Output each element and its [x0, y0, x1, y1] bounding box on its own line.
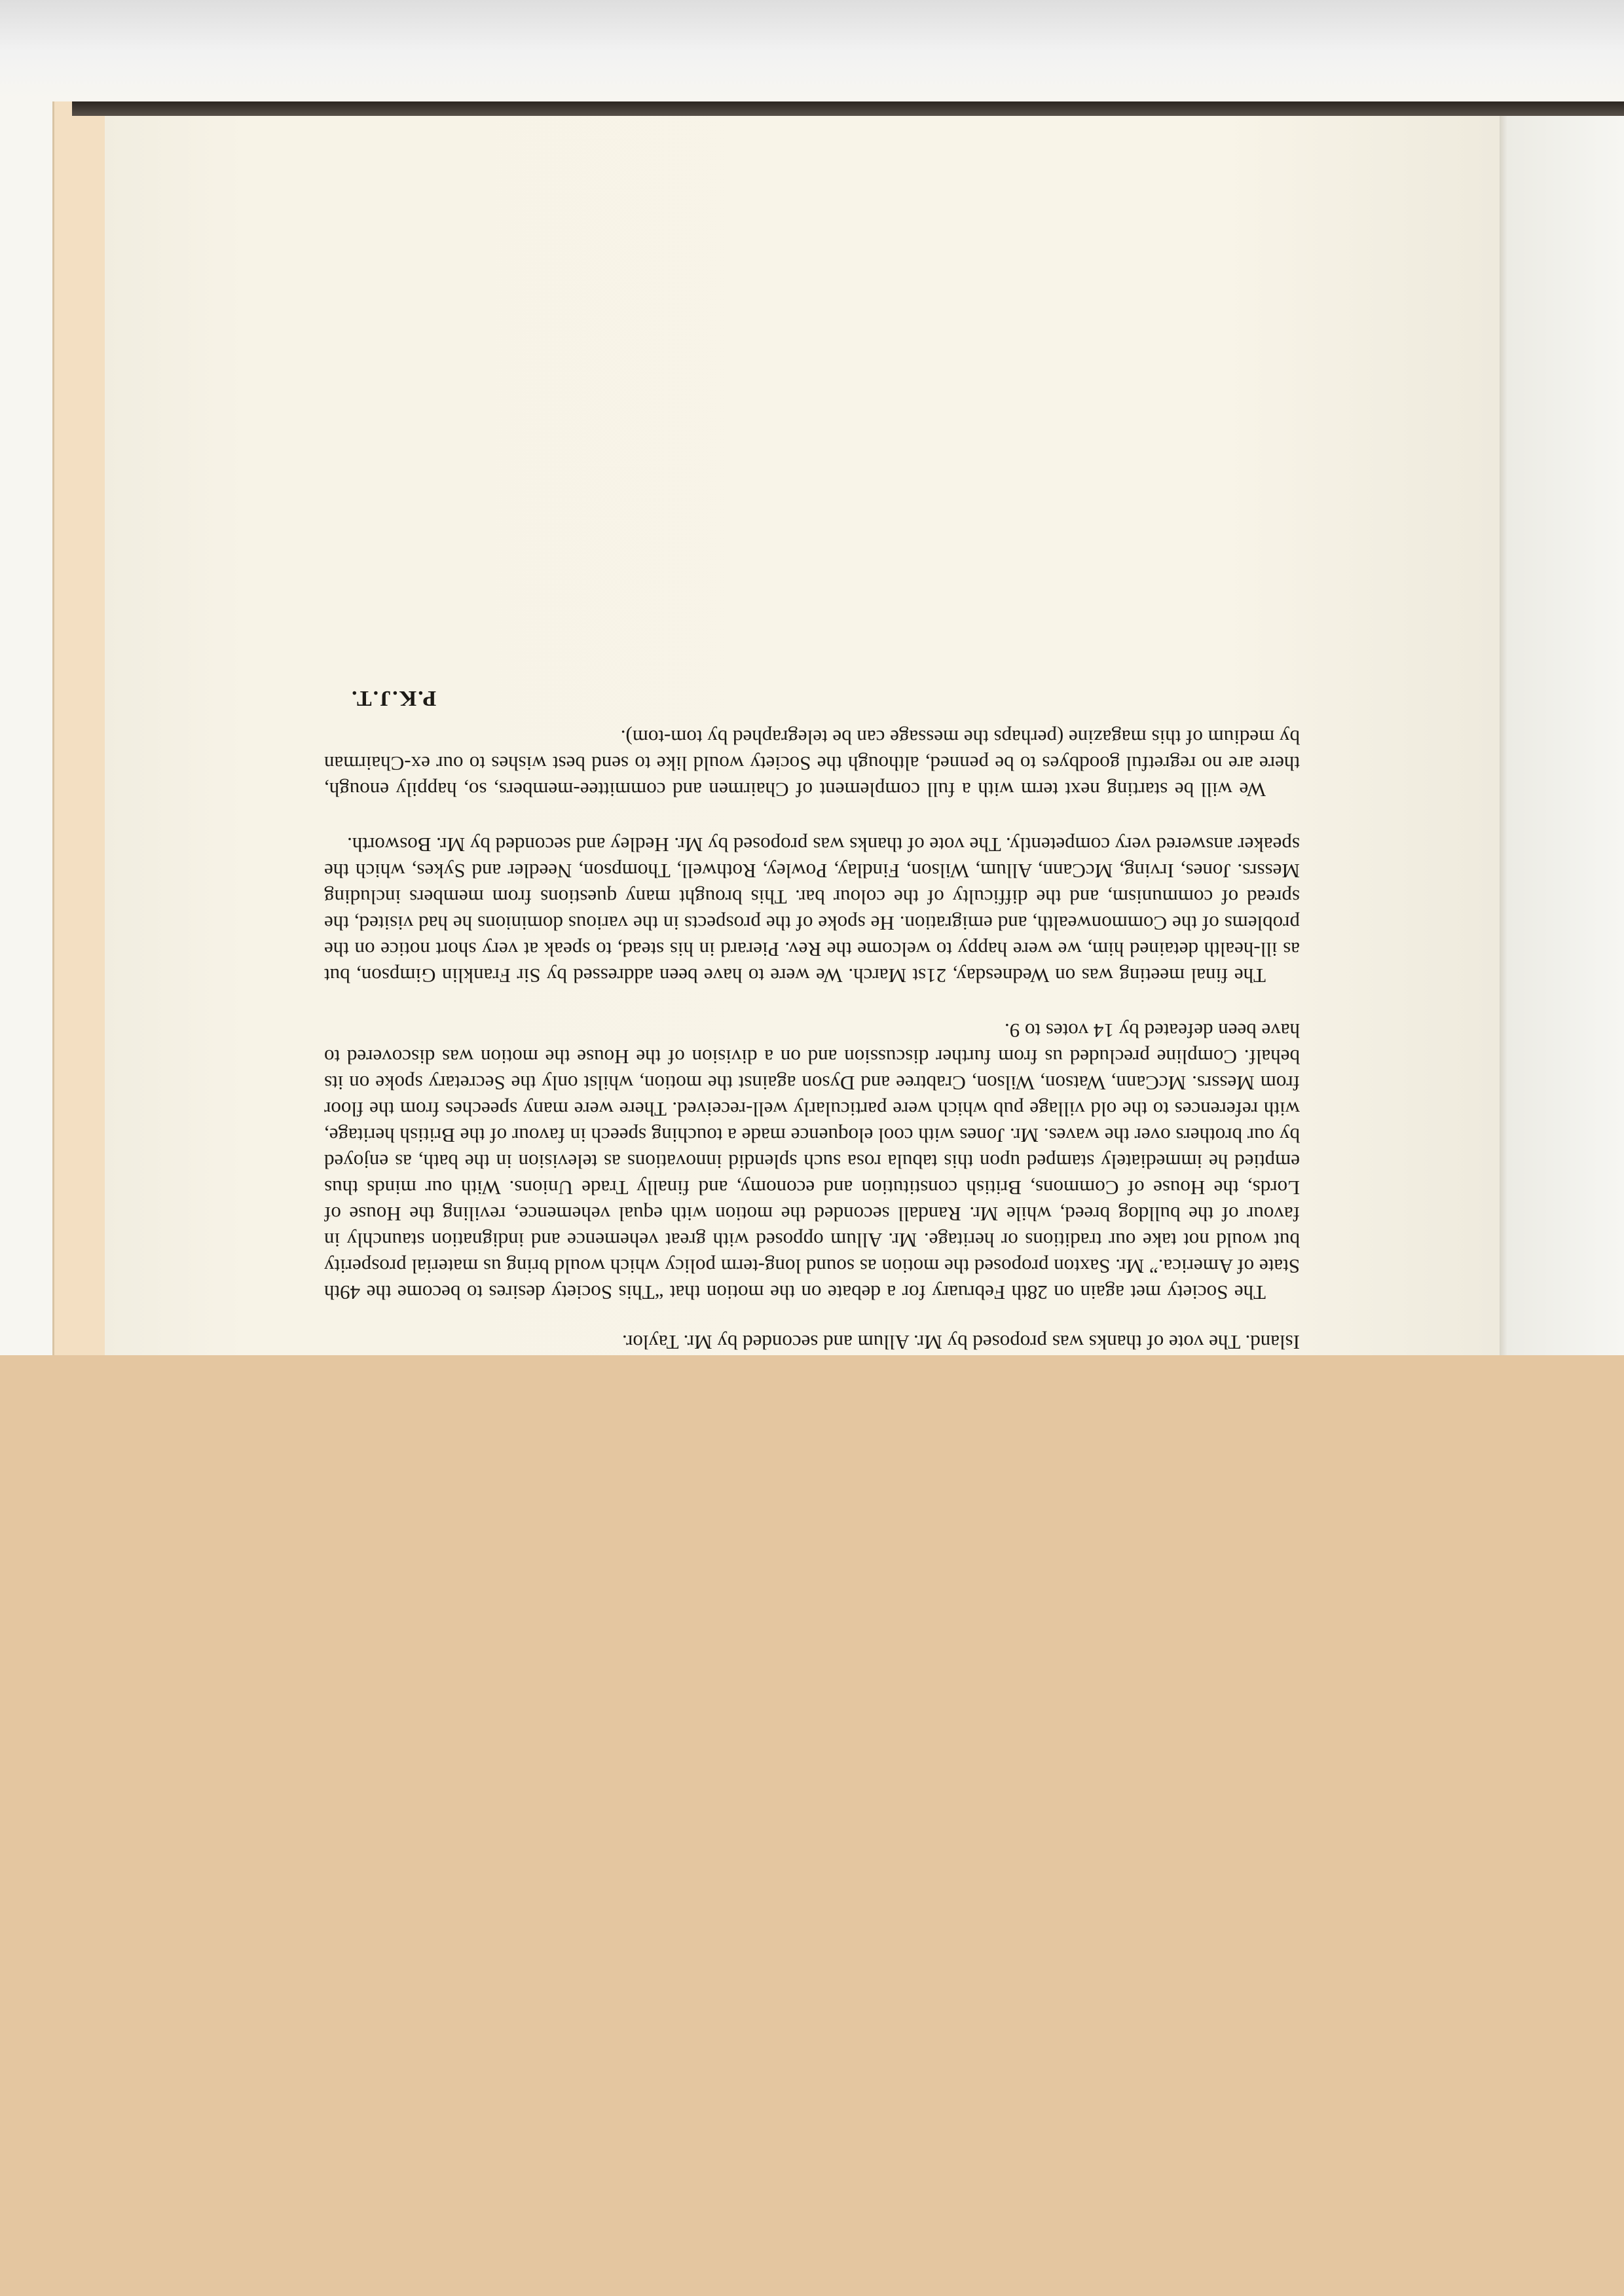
paragraph-final-meeting: The final meeting was on Wednesday, 21st March. We were to have been addressed by Sir Franklin Gimpson, but as ill-health detained him, we were happy to welcome the Rev. Pierard in his stead, to speak at very short notice on the problems of the Commonwealth, and emigration. He spoke of the prospects in the various dominions he had visited, the spread of communism, and the difficulty of the colour bar. This brought many questions from members including Messrs. Jones, Irving, McCann, Allum, Wilson, Findlay, Powley, Rothwell, Thompson, Needler and Sykes, which the speaker answered very competently. The vote of thanks was proposed by Mr. Hedley and seconded by Mr. Bosworth.: [324, 833, 1300, 987]
cover-edge: [72, 101, 1624, 116]
page-text-upside-down: [324, 393, 1300, 1355]
continued-line: Island. The vote of thanks was proposed by Mr. Allum and seconded by Mr. Taylor.: [621, 1331, 1300, 1354]
facing-page-edge: [1500, 116, 1624, 1355]
paragraph-next-term: We will be starting next term with a full complement of Chairmen and committee-members, so, happily enough, there are no regretful goodbyes to be penned, although the Society would like to send best wishes to our ex-Chairman by medium of this magazine (perhaps the message can be telegraphed by tom-tom).: [324, 726, 1300, 801]
signature: P.K.J.T.: [350, 686, 437, 710]
paragraph-debate: The Society met again on 28th February for a debate on the motion that “This Society desires to become the 49th State of America.” Mr. Saxton proposed the motion as sound long-term policy which would bring us material prosperity but would not take our traditions or heritage. Mr. Allum opposed with great vehemence and indignation staunchly in favour of the bulldog breed, while Mr. Randall seconded the motion with equal vehemence, reviling the House of Lords, the House of Commons, British constitution and economy, and finally Trade Unions. With our minds thus emptied he immediately stamped upon this tabula rosa such splendid innovations as television in the bath, as enjoyed by our brothers over the waves. Mr. Jones with cool eloquence made a touching speech in favour of the British heritage, with references to the old village pub which were particularly well-received. There were many speeches from the floor from Messrs. McCann, Watson, Wilson, Crabtree and Dyson against the motion, whilst only the Secretary spoke on its behalf. Compline precluded us from further discussion and on a division of the House the motion was discovered to have been defeated by 14 votes to 9.: [324, 1019, 1300, 1304]
